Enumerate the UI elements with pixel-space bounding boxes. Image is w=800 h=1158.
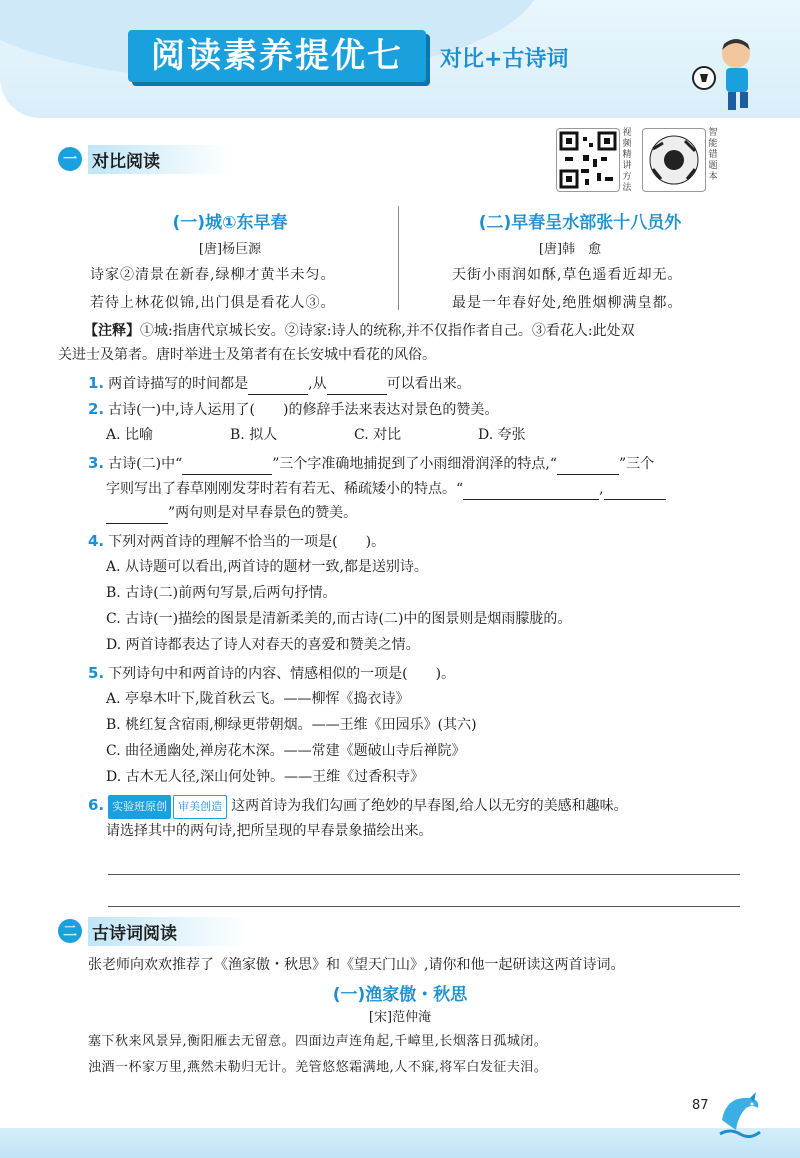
answer-line-1[interactable]	[108, 874, 740, 875]
page-subtitle: 对比+古诗词	[440, 47, 569, 72]
question-4	[88, 530, 385, 553]
footer-band	[0, 1128, 800, 1158]
q5-option-b[interactable]: B. 桃红复含宿雨,柳绿更带朝烟。——王维《田园乐》(其六)	[106, 717, 477, 733]
section-heading-1	[58, 146, 230, 172]
question-2	[88, 398, 498, 421]
q6-text-a: 这两首诗为我们勾画了绝妙的早春图,给人以无穷的美感和趣味。	[231, 798, 628, 814]
q2-option-d[interactable]: D. 夸张	[478, 427, 526, 443]
q3-blank-4[interactable]	[604, 485, 666, 500]
notes-label: 【注释】	[84, 323, 140, 339]
poem3-title: (一)渔家傲・秋思	[332, 985, 468, 1005]
q4-option-b[interactable]: B. 古诗(二)前两句写景,后两句抒情。	[106, 585, 337, 601]
question-number: 3.	[88, 454, 105, 472]
q4-option-c[interactable]: C. 古诗(一)描绘的图景是清新柔美的,而古诗(二)中的图景则是烟雨朦胧的。	[106, 611, 572, 627]
question-3	[88, 452, 748, 475]
section-number: 二	[58, 919, 82, 943]
section-label: 对比阅读	[88, 145, 230, 174]
q3-text-d: 字则写出了春草刚刚发芽时若有若无、稀疏矮小的特点。“	[106, 481, 464, 497]
section-heading-2	[58, 918, 247, 944]
poem3-author: [宋]范仲淹	[368, 1010, 432, 1025]
poem3-line1: 塞下秋来风景异,衡阳雁去无留意。四面边声连角起,千嶂里,长烟落日孤城闭。	[88, 1034, 548, 1049]
page-number: 87	[692, 1098, 709, 1113]
smart-qr-code-icon[interactable]	[642, 128, 706, 192]
q3-blank-2[interactable]	[557, 460, 619, 475]
q2-option-a[interactable]: A. 比喻	[106, 427, 154, 443]
poem1-title: (一)城①东早春	[172, 213, 288, 233]
q1-text-c: 可以看出来。	[386, 376, 471, 392]
section-number: 一	[58, 147, 82, 171]
question-number: 2.	[88, 400, 105, 418]
q1-text-b: ,从	[308, 376, 327, 392]
q4-option-d[interactable]: D. 两首诗都表达了诗人对春天的喜爱和赞美之情。	[106, 637, 420, 653]
question-number: 5.	[88, 664, 105, 682]
video-qr-code-icon[interactable]	[556, 128, 620, 192]
poem-divider	[398, 206, 399, 310]
q1-blank-1[interactable]	[248, 380, 308, 395]
q3-text-c: ”三个	[619, 456, 655, 472]
poem2-author: [唐]韩 愈	[538, 242, 602, 257]
q5-option-d[interactable]: D. 古木无人径,深山何处钟。——王维《过香积寺》	[106, 769, 425, 785]
q1-text-a: 两首诗描写的时间都是	[108, 376, 249, 392]
q3-blank-3[interactable]	[463, 485, 599, 500]
q2-option-c[interactable]: C. 对比	[354, 427, 402, 443]
q3-blank-5[interactable]	[106, 509, 168, 524]
q3-line2	[106, 478, 746, 500]
q6-text-b: 请选择其中的两句诗,把所呈现的早春景象描绘出来。	[106, 823, 433, 839]
q1-blank-2[interactable]	[327, 380, 387, 395]
q4-option-a[interactable]: A. 从诗题可以看出,两首诗的题材一致,都是送别诗。	[106, 559, 428, 575]
q3-text-f: ”两句则是对早春景色的赞美。	[168, 505, 358, 521]
poem1-author: [唐]杨巨源	[198, 242, 262, 257]
question-1	[88, 372, 471, 395]
q3-text-a: 古诗(二)中“	[108, 456, 183, 472]
smart-qr-label: 智能错题本	[708, 128, 718, 182]
aesthetic-tag: 审美创造	[173, 795, 227, 819]
q2-option-b[interactable]: B. 拟人	[230, 427, 278, 443]
q3-line3	[106, 502, 746, 524]
question-6	[88, 794, 748, 819]
notes-line2: 关进士及第者。唐时举进士及第者有在长安城中看花的风俗。	[58, 347, 436, 363]
page-title: 阅读素养提优七	[128, 30, 426, 82]
q3-text-e: ,	[599, 481, 604, 497]
notes-line1	[84, 320, 744, 342]
poem2-title: (二)早春呈水部张十八员外	[478, 213, 682, 233]
q5-option-c[interactable]: C. 曲径通幽处,禅房花木深。——常建《题破山寺后禅院》	[106, 743, 466, 759]
section2-intro: 张老师向欢欢推荐了《渔家傲・秋思》和《望天门山》,请你和他一起研读这两首诗词。	[88, 957, 625, 973]
q2-text: 古诗(一)中,诗人运用了( )的修辞手法来表达对景色的赞美。	[108, 402, 499, 418]
q3-blank-1[interactable]	[182, 460, 272, 475]
question-5	[88, 662, 455, 685]
question-number: 1.	[88, 374, 105, 392]
q3-text-b: ”三个字准确地捕捉到了小雨细滑润泽的特点,“	[272, 456, 557, 472]
answer-line-2[interactable]	[108, 906, 740, 907]
poem2-line2: 最是一年春好处,绝胜烟柳满皇都。	[452, 295, 683, 311]
q5-text: 下列诗句中和两首诗的内容、情感相似的一项是( )。	[108, 666, 456, 682]
video-qr-label: 视频精讲方法	[622, 128, 632, 193]
q5-option-a[interactable]: A. 亭皋木叶下,陇首秋云飞。——柳恽《捣衣诗》	[106, 691, 410, 707]
poem2-line1: 天街小雨润如酥,草色遥看近却无。	[452, 267, 683, 283]
poem3-line2: 浊酒一杯家万里,燕然未勒归无计。羌管悠悠霜满地,人不寐,将军白发征夫泪。	[88, 1060, 548, 1075]
q4-text: 下列对两首诗的理解不恰当的一项是( )。	[108, 534, 386, 550]
poem1-line2: 若待上林花似锦,出门俱是看花人③。	[90, 295, 336, 311]
poem1-line1: 诗家②清景在新春,绿柳才黄半未匀。	[90, 267, 336, 283]
boy-soccer-mascot-icon	[690, 36, 770, 120]
question-number: 6.	[88, 796, 105, 814]
dolphin-icon	[716, 1090, 762, 1138]
question-number: 4.	[88, 532, 105, 550]
original-tag: 实验班原创	[108, 795, 171, 819]
section-label: 古诗词阅读	[88, 917, 247, 946]
notes-text1: ①城:指唐代京城长安。②诗家:诗人的统称,并不仅指作者自己。③看花人:此处双	[140, 323, 635, 339]
